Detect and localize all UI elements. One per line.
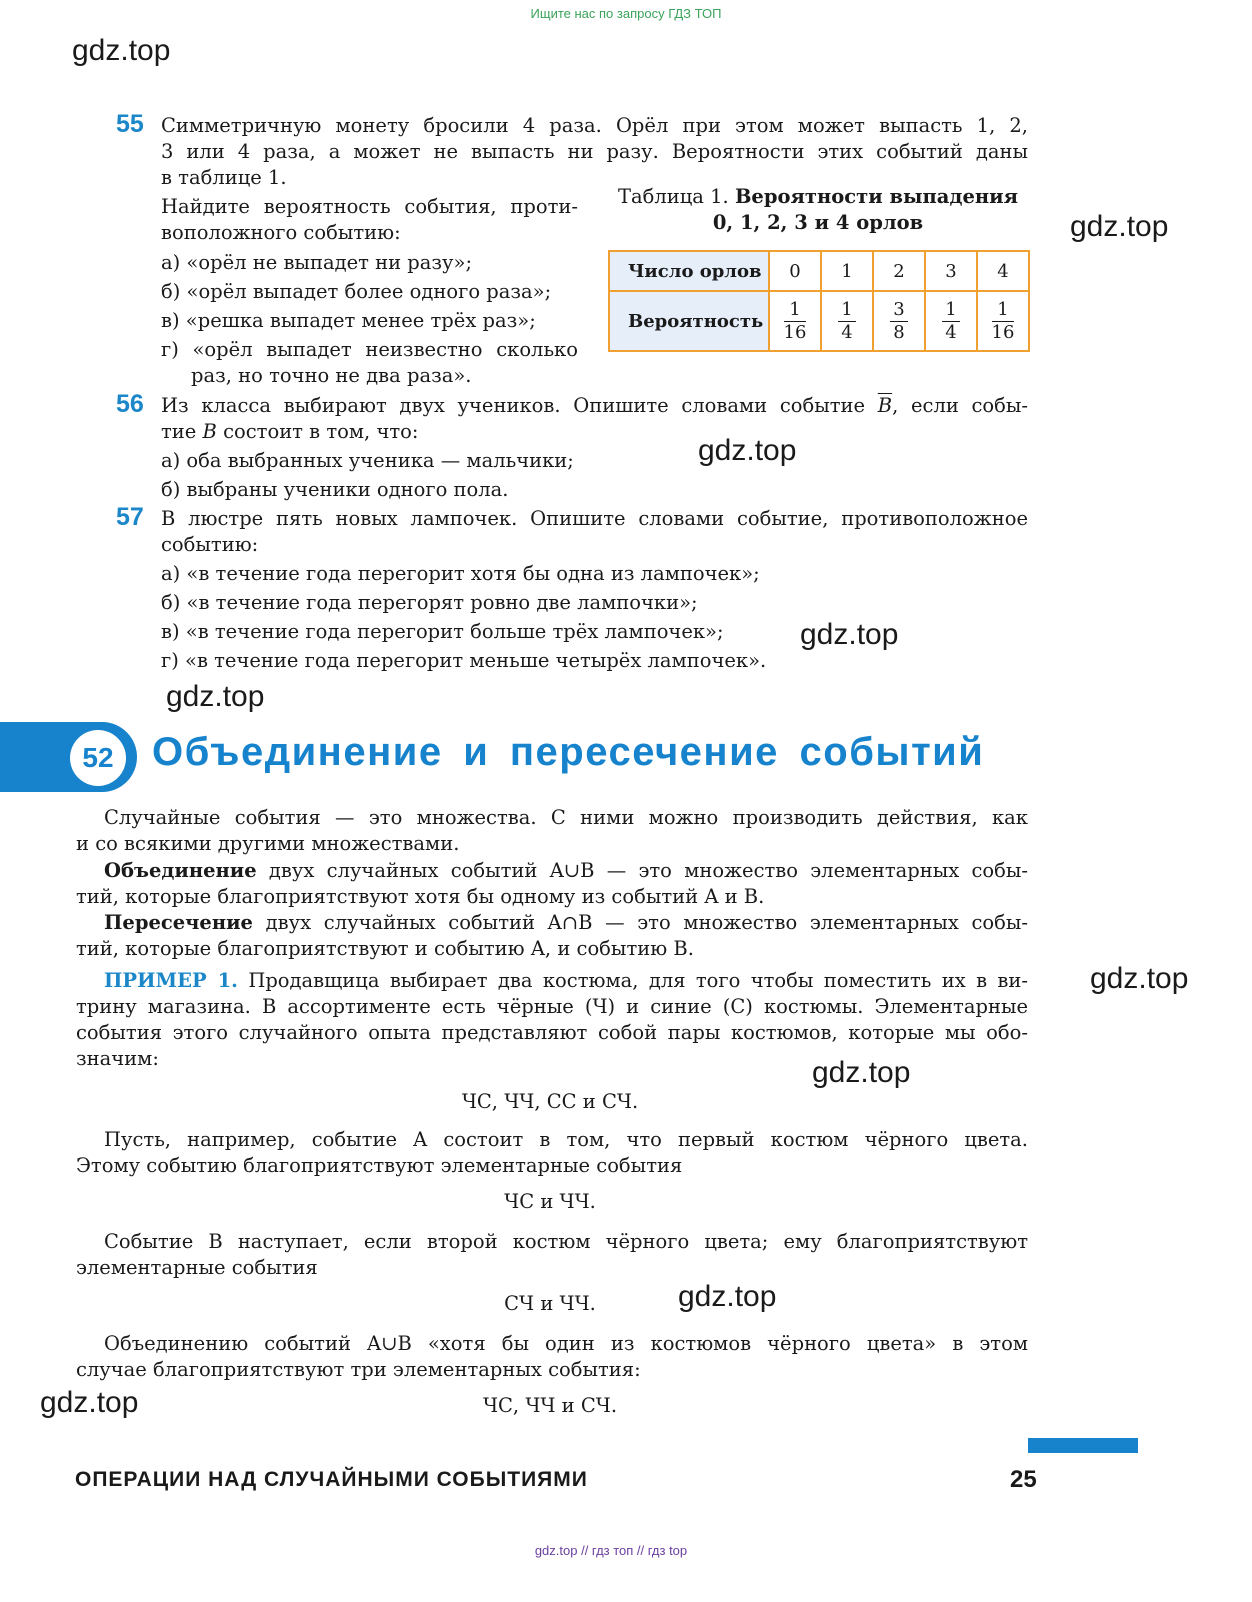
fraction-denominator: 16	[991, 321, 1015, 343]
table-cell	[925, 291, 977, 351]
list-item: б) выбраны ученики одного пола.	[161, 478, 509, 501]
text-fragment: тие	[161, 420, 197, 443]
definition-term: Пересечение	[104, 911, 253, 934]
text-fragment: состоит в том, что:	[223, 420, 419, 443]
text-line: Объединению событий A∪B «хотя бы один из костюмов чёрного цвета» в этом	[104, 1332, 1028, 1355]
watermark: gdz.top	[678, 1280, 777, 1313]
text-line: тий, которые благоприятствуют и событию A, и событию B.	[76, 937, 694, 960]
text-fragment: Продавщица выбирает два костюма, для того чтобы поместить их в ви-	[248, 969, 1028, 992]
watermark: gdz.top	[72, 34, 171, 67]
list-item: а) «в течение года перегорит хотя бы одна из лампочек»;	[161, 562, 760, 585]
text-line	[161, 393, 1028, 419]
watermark: gdz.top	[166, 680, 265, 713]
event-symbol: $\overline{B}$	[877, 394, 893, 417]
text-line: 3 или 4 раза, а может не выпасть ни разу. Вероятности этих событий даны	[161, 140, 1028, 163]
exercise-number: 56	[116, 390, 144, 418]
fraction-numerator: 1	[784, 299, 807, 322]
text-line: в таблице 1.	[161, 166, 287, 189]
table-cell: 3	[925, 251, 977, 291]
definition-term: Объединение	[104, 859, 257, 882]
text-line: и со всякими другими множествами.	[76, 832, 460, 855]
list-item: раз, но точно не два раза».	[191, 364, 472, 387]
text-line: Событие B наступает, если второй костюм чёрного цвета; ему благоприятствуют	[104, 1230, 1028, 1253]
table-cell: 1	[821, 251, 873, 291]
table-cell	[821, 291, 873, 351]
text-line: В люстре пять новых лампочек. Опишите словами событие, противоположное	[161, 507, 1028, 530]
formula: СЧ и ЧЧ.	[504, 1292, 596, 1315]
text-line: Случайные события — это множества. С ними можно производить действия, как	[104, 806, 1028, 829]
watermark: gdz.top	[1090, 962, 1189, 995]
list-item: в) «решка выпадет менее трёх раз»;	[161, 309, 536, 332]
table-cell	[977, 291, 1029, 351]
table-cell: 2	[873, 251, 925, 291]
footer-bar	[1028, 1438, 1138, 1453]
text-line	[104, 968, 1028, 994]
exercise-number: 55	[116, 110, 144, 138]
formula: ЧС, ЧЧ, СС и СЧ.	[461, 1090, 639, 1113]
event-symbol: B	[202, 420, 217, 443]
text-line: событию:	[161, 533, 259, 556]
text-fragment: двух случайных событий A∩B — это множество элементарных собы-	[265, 911, 1029, 934]
text-fragment: двух случайных событий A∪B — это множество элементарных собы-	[268, 859, 1029, 882]
text-line	[161, 419, 1028, 445]
text-line: Найдите вероятность события, проти-	[161, 195, 578, 218]
fraction-numerator: 1	[838, 299, 855, 322]
fraction-denominator: 8	[893, 321, 905, 343]
text-line: Этому событию благоприятствуют элементарные события	[76, 1154, 683, 1177]
exercise-number: 57	[116, 503, 144, 531]
list-item: г) «в течение года перегорит меньше четырёх лампочек».	[161, 649, 767, 672]
table-row-header: Вероятность	[609, 291, 769, 351]
text-line: Симметричную монету бросили 4 раза. Орёл при этом может выпасть 1, 2,	[161, 114, 1028, 137]
list-item: г) «орёл выпадет неизвестно сколько	[161, 338, 578, 361]
list-item: а) оба выбранных ученика — мальчики;	[161, 449, 574, 472]
text-line: тий, которые благоприятствуют хотя бы одному из событий A и B.	[76, 885, 765, 908]
text-line: значим:	[76, 1047, 159, 1070]
fraction-numerator: 1	[942, 299, 959, 322]
fraction-numerator: 3	[890, 299, 907, 322]
table-caption	[600, 184, 1036, 236]
table-cell	[873, 291, 925, 351]
formula: ЧС, ЧЧ и СЧ.	[482, 1394, 618, 1417]
list-item: а) «орёл не выпадет ни разу»;	[161, 251, 473, 274]
table-row-header: Число орлов	[609, 251, 769, 291]
table-cell	[769, 291, 821, 351]
formula: ЧС и ЧЧ.	[504, 1190, 596, 1213]
fraction-numerator: 1	[992, 299, 1015, 322]
watermark: gdz.top	[40, 1386, 139, 1419]
watermark: gdz.top	[812, 1056, 911, 1089]
text-line: воположного событию:	[161, 221, 401, 244]
table-caption-title: Вероятности выпадения	[734, 185, 1018, 208]
watermark: gdz.top	[698, 434, 797, 467]
text-line	[104, 910, 1028, 936]
page-number: 25	[1010, 1466, 1037, 1493]
chapter-title: ОПЕРАЦИИ НАД СЛУЧАЙНЫМИ СОБЫТИЯМИ	[75, 1468, 588, 1491]
text-fragment: Из класса выбирают двух учеников. Опишите словами событие	[161, 394, 866, 417]
fraction-denominator: 4	[841, 321, 853, 343]
list-item: в) «в течение года перегорит больше трёх лампочек»;	[161, 620, 724, 643]
text-line	[104, 858, 1028, 884]
text-fragment: , если собы-	[892, 394, 1029, 417]
list-item: б) «в течение года перегорят ровно две лампочки»;	[161, 591, 698, 614]
example-label: ПРИМЕР 1.	[104, 969, 238, 992]
text-line: трину магазина. В ассортименте есть чёрные (Ч) и синие (С) костюмы. Элементарные	[76, 995, 1028, 1018]
watermark: gdz.top	[800, 618, 899, 651]
header-note: Ищите нас по запросу ГДЗ ТОП	[530, 6, 722, 21]
table-cell: 0	[769, 251, 821, 291]
fraction-denominator: 4	[945, 321, 957, 343]
text-line: события этого случайного опыта представляют собой пары костюмов, которые мы обо-	[76, 1021, 1028, 1044]
text-line: элементарные события	[76, 1256, 318, 1279]
bottom-note: gdz.top // гдз топ // гдз top	[534, 1543, 688, 1558]
text-line: случае благоприятствуют три элементарных события:	[76, 1358, 641, 1381]
list-item: б) «орёл выпадет более одного раза»;	[161, 280, 552, 303]
table-caption-prefix: Таблица 1.	[618, 185, 729, 208]
watermark: gdz.top	[1070, 210, 1169, 243]
text-line: Пусть, например, событие A состоит в том, что первый костюм чёрного цвета.	[104, 1128, 1028, 1151]
probability-table	[608, 250, 1030, 352]
section-number: 52	[70, 730, 126, 786]
table-caption-title: 0, 1, 2, 3 и 4 орлов	[712, 211, 924, 234]
fraction-denominator: 16	[783, 321, 807, 343]
section-title: Объединение и пересечение событий	[152, 730, 985, 774]
table-cell: 4	[977, 251, 1029, 291]
